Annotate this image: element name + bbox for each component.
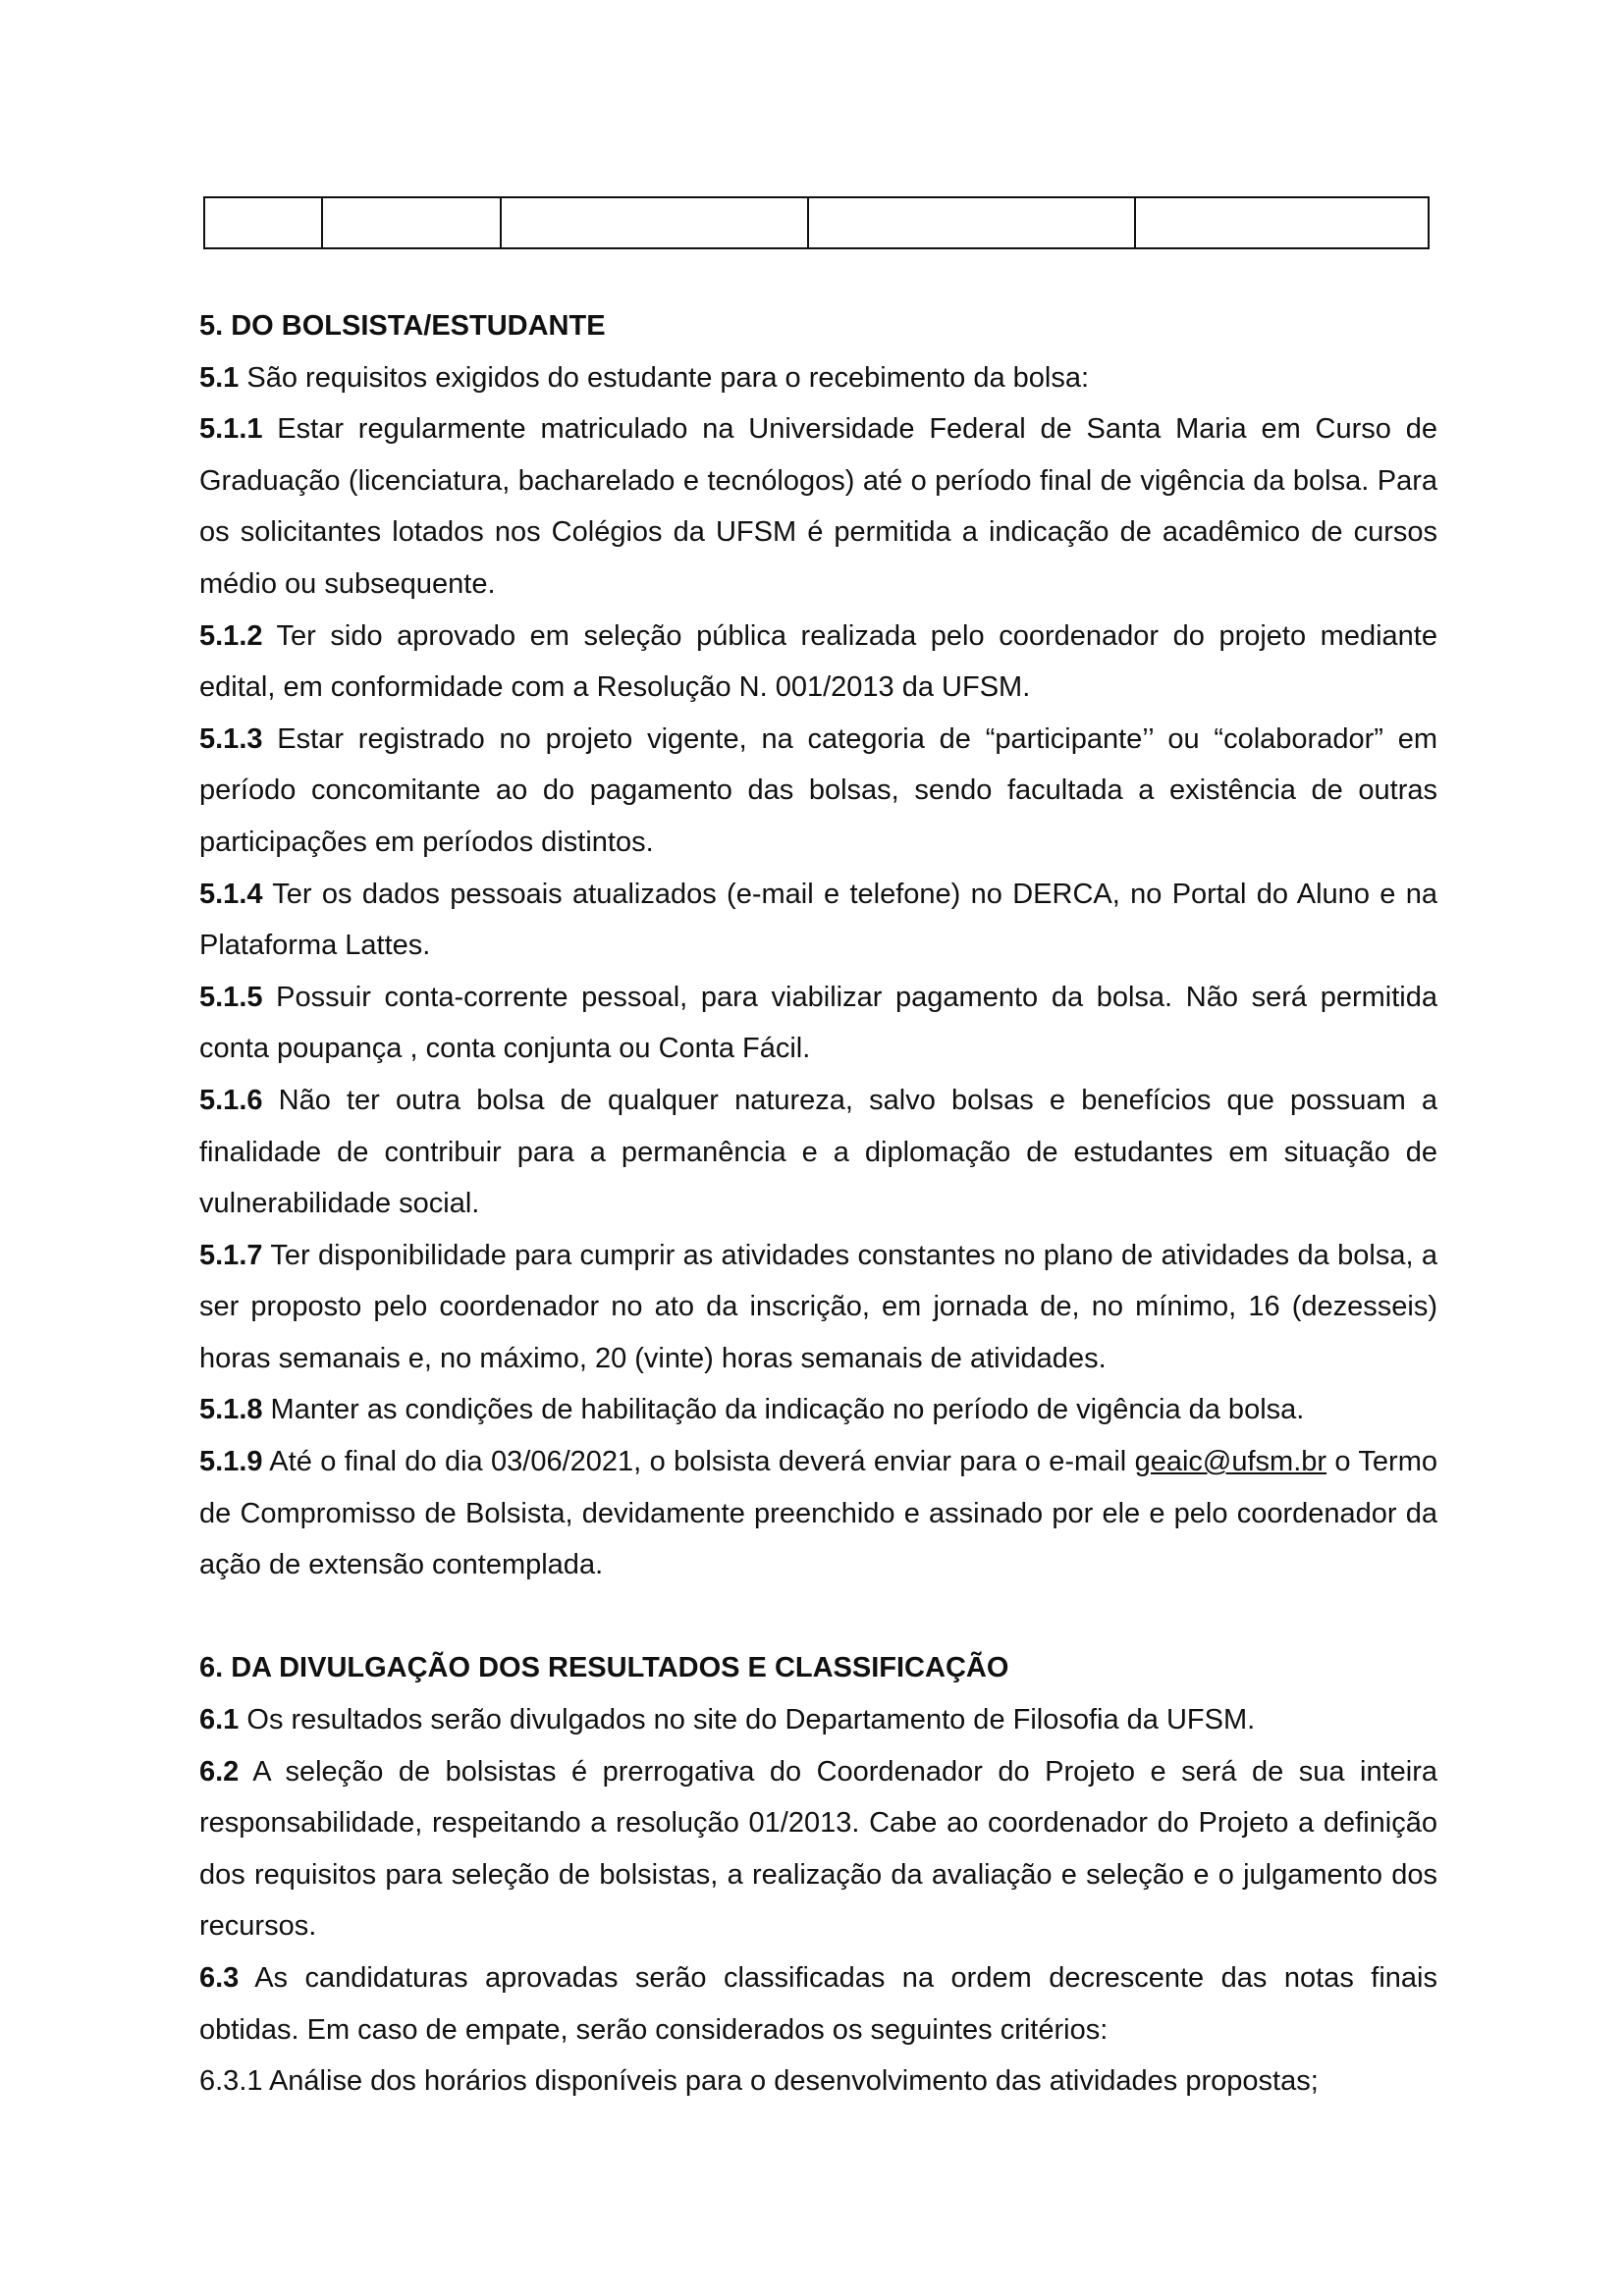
- clause-6-2: [199, 1746, 1437, 1952]
- clause-text: Estar registrado no projeto vigente, na categoria de “participante’’ ou “colaborador” em período concomitante ao do pagamento das bolsas, sendo facultada a existência de outras participações em períodos distintos.: [199, 722, 1437, 858]
- clause-text: Os resultados serão divulgados no site do Departamento de Filosofia da UFSM.: [239, 1704, 1256, 1736]
- clause-number: 5.1.2: [199, 619, 263, 652]
- table-row: [204, 197, 1429, 248]
- table-cell: [808, 197, 1135, 248]
- clause-5-1-5: [199, 972, 1437, 1075]
- clause-6-1: [199, 1694, 1437, 1746]
- clause-text: A seleção de bolsistas é prerrogativa do Coordenador do Projeto e será de sua inteira responsabilidade, respeitando a resolução 01/2013. Cabe ao coordenador do Projeto a definição dos requisitos para seleção de bolsistas, a realização da avaliação e seleção e o julgamento dos recursos.: [199, 1755, 1437, 1943]
- clause-number: 5.1.3: [199, 722, 263, 755]
- clause-5-1-9: [199, 1436, 1437, 1591]
- clause-number: 5.1.9: [199, 1446, 263, 1478]
- email-link[interactable]: geaic@ufsm.br: [1134, 1446, 1327, 1478]
- clause-number: 5.1.5: [199, 981, 263, 1013]
- clause-text: o Termo de Compromisso de Bolsista, devidamente preenchido e assinado por ele e pelo coordenador da ação de extensão contemplada.: [199, 1446, 1437, 1581]
- table-cell: [501, 197, 808, 248]
- clause-5-1-1: [199, 403, 1437, 610]
- clause-number: 5.1.1: [199, 413, 263, 446]
- clause-number: 6.1: [199, 1704, 240, 1736]
- clause-text: Ter disponibilidade para cumprir as atividades constantes no plano de atividades da bolsa, a ser proposto pelo coordenador no ato da inscrição, em jornada de, no mínimo, 16 (dezesseis) horas semanais e, no máximo, 20 (vinte) horas semanais de atividades.: [199, 1239, 1437, 1374]
- clause-5-1-3: [199, 714, 1437, 869]
- clause-6-3-1: 6.3.1 Análise dos horários disponíveis para o desenvolvimento das atividades propostas;: [199, 2065, 1319, 2098]
- clause-text: Estar regularmente matriculado na Universidade Federal de Santa Maria em Curso de Graduação (licenciatura, bacharelado e tecnólogos) até o período final de vigência da bolsa. Para os solicitantes lotados nos Colégios da UFSM é permitida a indicação de acadêmico de cursos médio ou subsequente.: [199, 413, 1437, 600]
- spacer: [199, 1591, 1437, 1643]
- clause-number: 5.1.7: [199, 1239, 263, 1271]
- clause-5-1-8: [199, 1384, 1437, 1436]
- clause-5-1-2: [199, 611, 1437, 714]
- section-6-heading: 6. DA DIVULGAÇÃO DOS RESULTADOS E CLASSIFICAÇÃO: [199, 1652, 1009, 1684]
- clause-number: 6.2: [199, 1755, 240, 1788]
- clause-6-3: [199, 1952, 1437, 2056]
- document-body: [199, 300, 1437, 2108]
- clause-number: 5.1: [199, 361, 240, 394]
- clause-5-1: [199, 352, 1437, 404]
- table-cell: [204, 197, 322, 248]
- empty-table-row: [203, 196, 1430, 249]
- clause-number: 5.1.8: [199, 1394, 263, 1426]
- clause-5-1-4: [199, 869, 1437, 972]
- table-cell: [322, 197, 501, 248]
- clause-text: Até o final do dia 03/06/2021, o bolsista deverá enviar para o e-mail: [262, 1446, 1135, 1478]
- section-5-heading: 5. DO BOLSISTA/ESTUDANTE: [199, 310, 606, 342]
- clause-text: As candidaturas aprovadas serão classificadas na ordem decrescente das notas finais obtidas. Em caso de empate, serão considerados os seguintes critérios:: [199, 1962, 1437, 2046]
- table-cell: [1135, 197, 1429, 248]
- clause-text: Ter os dados pessoais atualizados (e-mail e telefone) no DERCA, no Portal do Aluno e na Plataforma Lattes.: [199, 878, 1437, 962]
- clause-number: 6.3: [199, 1962, 240, 1994]
- clause-text: Ter sido aprovado em seleção pública realizada pelo coordenador do projeto mediante edital, em conformidade com a Resolução N. 001/2013 da UFSM.: [199, 619, 1437, 704]
- clause-number: 5.1.6: [199, 1084, 263, 1116]
- clause-text: Manter as condições de habilitação da indicação no período de vigência da bolsa.: [262, 1394, 1305, 1426]
- clause-5-1-7: [199, 1230, 1437, 1385]
- clause-text: Não ter outra bolsa de qualquer natureza, salvo bolsas e benefícios que possuam a finalidade de contribuir para a permanência e a diplomação de estudantes em situação de vulnerabilidade social.: [199, 1084, 1437, 1220]
- clause-5-1-6: [199, 1075, 1437, 1230]
- clause-number: 5.1.4: [199, 878, 263, 910]
- clause-text: São requisitos exigidos do estudante para o recebimento da bolsa:: [239, 361, 1090, 394]
- clause-text: Possuir conta-corrente pessoal, para viabilizar pagamento da bolsa. Não será permitida conta poupança , conta conjunta ou Conta Fácil.: [199, 981, 1437, 1065]
